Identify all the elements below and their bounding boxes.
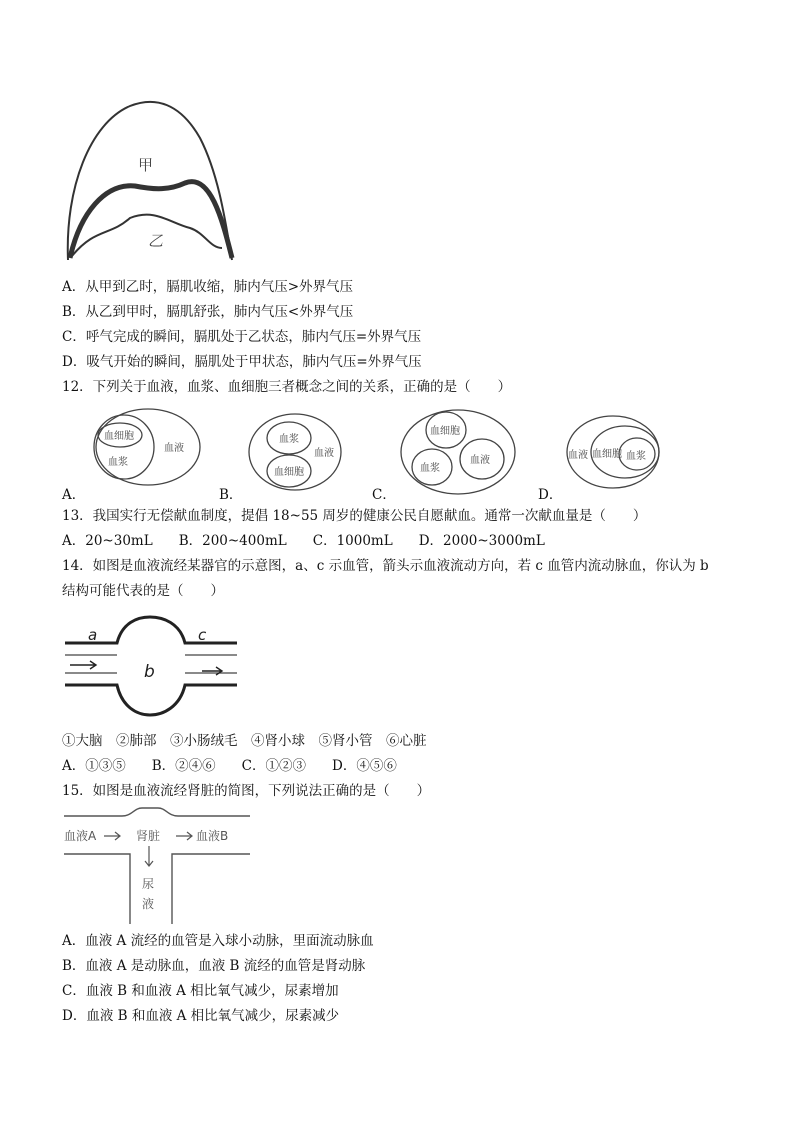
- q11-option-a: A．从甲到乙时，膈肌收缩，肺内气压>外界气压: [62, 279, 354, 295]
- fig-b-blood: 血液: [314, 448, 334, 459]
- q13-option-d: D．2000~3000mL: [418, 533, 545, 549]
- q13-stem: 13．我国实行无偿献血制度，提倡 18~55 周岁的健康公民自愿献血。通常一次献血量是（ ）: [62, 508, 647, 524]
- q13-option-a: A．20~30mL: [62, 533, 153, 549]
- fig-a-plasma: 血浆: [108, 457, 128, 468]
- q14-items: ①大脑 ②肺部 ③小肠绒毛 ④肾小球 ⑤肾小管 ⑥心脏: [62, 733, 427, 749]
- fig-c-plasma: 血浆: [420, 463, 440, 474]
- q14-option-d: D．④⑤⑥: [332, 758, 397, 774]
- q14-option-c: C．①②③: [241, 758, 307, 774]
- label-yi: 乙: [148, 232, 164, 250]
- fig-a-cell: 血细胞: [104, 431, 134, 442]
- fig-b-plasma: 血浆: [279, 434, 299, 445]
- label-jia: 甲: [138, 156, 154, 174]
- q15-stem: 15．如图是血液流经肾脏的简图，下列说法正确的是（ ）: [62, 783, 431, 799]
- q15-option-d: D．血液 B 和血液 A 相比氧气减少，尿素减少: [62, 1008, 340, 1024]
- q14-options: [62, 757, 423, 775]
- fig-d-cell: 血细胞: [592, 449, 622, 460]
- q14-option-b: B．②④⑥: [151, 758, 216, 774]
- q14-option-a: A．①③⑤: [62, 758, 126, 774]
- fig-d-blood: 血液: [568, 450, 588, 461]
- q11-option-d: D．吸气开始的瞬间，膈肌处于甲状态，肺内气压=外界气压: [62, 354, 422, 370]
- label-b: b: [144, 662, 155, 682]
- q12-figure-b: [245, 410, 345, 495]
- q15-option-a: A．血液 A 流经的血管是入球小动脉，里面流动脉血: [62, 933, 374, 949]
- q13-options: [62, 532, 571, 550]
- diaphragm-figure: [60, 98, 240, 268]
- q12-label-b: B．: [219, 487, 243, 503]
- label-urine-1: 尿: [142, 877, 155, 891]
- q14-stem-1: 14．如图是血液流经某器官的示意图，a、c 示血管，箭头示血液流动方向，若 c 血管内流动脉血，你认为 b: [62, 558, 709, 574]
- q12-figure-d: [563, 412, 663, 492]
- label-kidney: 肾脏: [136, 829, 161, 843]
- q12-figure-c: [398, 407, 518, 497]
- fig-d-plasma: 血浆: [626, 451, 646, 462]
- q14-stem-2: 结构可能代表的是（ ）: [62, 583, 224, 599]
- q11-option-b: B．从乙到甲时，膈肌舒张，肺内气压<外界气压: [62, 304, 354, 320]
- label-urine-2: 液: [142, 897, 155, 911]
- q13-option-b: B．200~400mL: [178, 533, 287, 549]
- q15-option-b: B．血液 A 是动脉血，血液 B 流经的血管是肾动脉: [62, 958, 366, 974]
- q11-option-c: C．呼气完成的瞬间，膈肌处于乙状态，肺内气压=外界气压: [62, 329, 422, 345]
- label-blood-b: 血液B: [196, 829, 229, 843]
- fig-b-cell: 血细胞: [274, 467, 304, 478]
- label-blood-a: 血液A: [64, 829, 97, 843]
- q12-label-c: C．: [372, 487, 396, 503]
- organ-blood-flow-figure: [62, 615, 242, 720]
- fig-c-blood: 血液: [470, 455, 490, 466]
- q12-stem: 12．下列关于血液，血浆、血细胞三者概念之间的关系，正确的是（ ）: [62, 379, 512, 395]
- q13-option-c: C．1000mL: [312, 533, 393, 549]
- fig-c-cell: 血细胞: [430, 426, 460, 437]
- fig-a-blood: 血液: [164, 443, 184, 454]
- q12-figure-a: [90, 405, 205, 490]
- q15-option-c: C．血液 B 和血液 A 相比氧气减少，尿素增加: [62, 983, 339, 999]
- kidney-flow-figure: [62, 806, 252, 926]
- q12-label-a: A．: [62, 487, 86, 503]
- label-c: c: [198, 626, 207, 644]
- label-a: a: [88, 626, 98, 644]
- q12-label-d: D．: [538, 487, 563, 503]
